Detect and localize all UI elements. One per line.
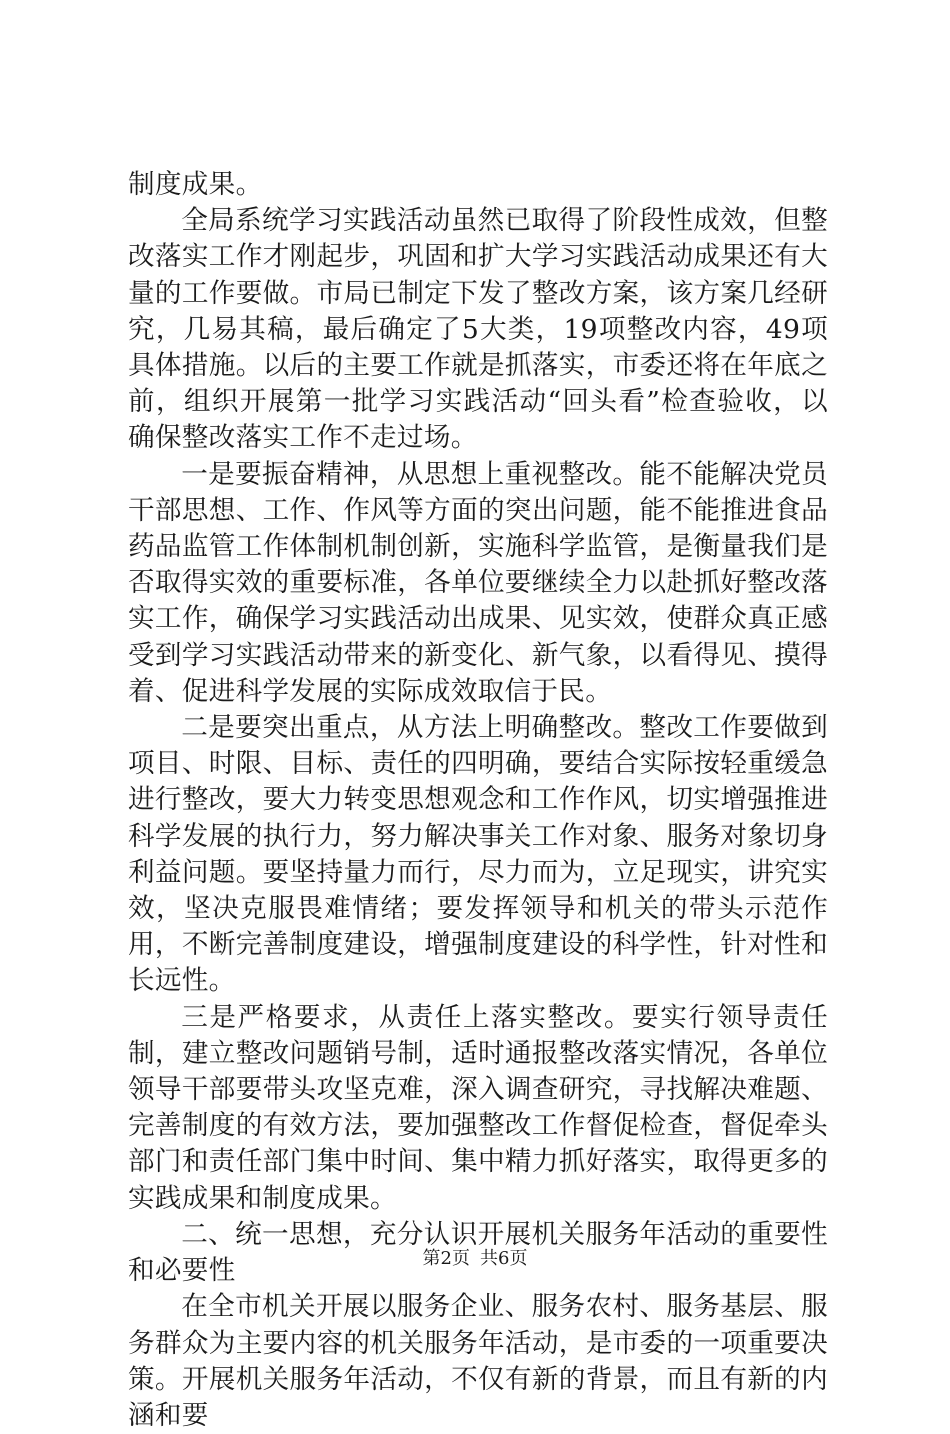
page-footer [0,1248,950,1270]
paragraph-4: 二是要突出重点，从方法上明确整改。整改工作要做到项目、时限、目标、责任的四明确，要结合实际按轻重缓急进行整改，要大力转变思想观念和工作作风，切实增强推进科学发展的执行力，努力解决事关工作对象、服务对象切身利益问题。要坚持量力而行，尽力而为，立足现实，讲究实效，坚决克服畏难情绪；要发挥领导和机关的带头示范作用，不断完善制度建设，增强制度建设的科学性，针对性和长远性。 [128,712,828,997]
page-total: 共6页 [480,1248,528,1269]
paragraph-1: 制度成果。 [128,169,263,200]
paragraph-2: 全局系统学习实践活动虽然已取得了阶段性成效，但整改落实工作才刚起步，巩固和扩大学习实践活动成果还有大量的工作要做。市局已制定下发了整改方案，该方案几经研究，几易其稿，最后确定了5大类，19项整改内容，49项具体措施。以后的主要工作就是抓落实，市委还将在年底之前，组织开展第一批学习实践活动“回头看”检查验收，以确保整改落实工作不走过场。 [128,205,828,454]
section-heading: 二、统一思想，充分认识开展机关服务年活动的重要性和必要性 [128,1218,828,1287]
page-number: 第2页 [422,1248,470,1269]
paragraph-5: 三是严格要求，从责任上落实整改。要实行领导责任制，建立整改问题销号制，适时通报整改落实情况，各单位领导干部要带头攻坚克难，深入调查研究，寻找解决难题、完善制度的有效方法，要加强整改工作督促检查，督促牵头部门和责任部门集中时间、集中精力抓好落实，取得更多的实践成果和制度成果。 [128,1001,828,1214]
paragraph-7: 在全市机关开展以服务企业、服务农村、服务基层、服务群众为主要内容的机关服务年活动，是市委的一项重要决策。开展机关服务年活动，不仅有新的背景，而且有新的内涵和要 [128,1291,828,1431]
paragraph-3: 一是要振奋精神，从思想上重视整改。能不能解决党员干部思想、工作、作风等方面的突出问题，能不能推进食品药品监管工作体制机制创新，实施科学监管，是衡量我们是否取得实效的重要标准，各单位要继续全力以赴抓好整改落实工作，确保学习实践活动出成果、见实效，使群众真正感受到学习实践活动带来的新变化、新气象，以看得见、摸得着、促进科学发展的实际成效取信于民。 [128,458,828,707]
document-body [128,167,828,1434]
